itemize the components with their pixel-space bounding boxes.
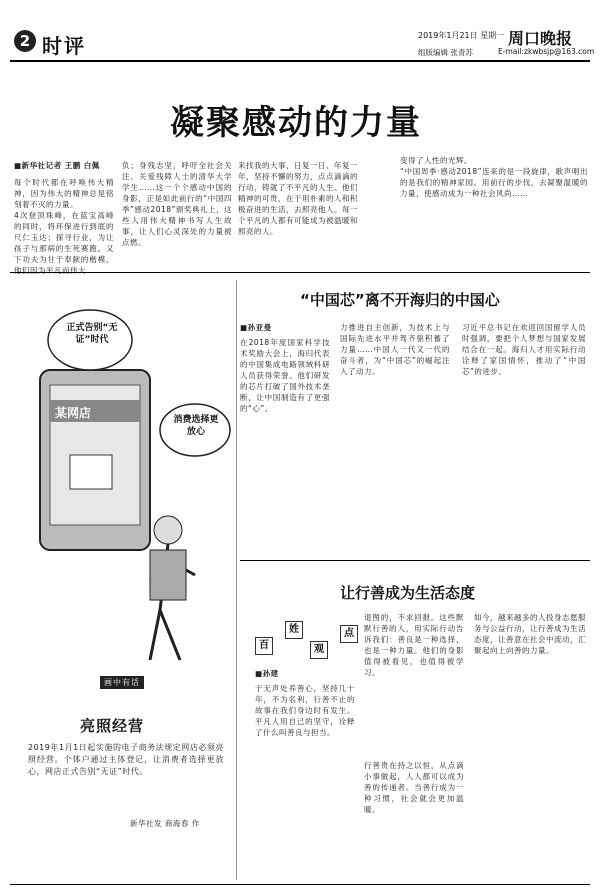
issue-date [418, 30, 504, 41]
article3-column-3: 行善贵在持之以恒，从点滴小事做起，人人都可以成为善的传递者。当善行成为一种习惯，社会就会更加温暖。 [364, 761, 464, 814]
article1-column-2: 负；身残志坚，呼吁全社会关注、关爱残障人士的清华大学学生……这一个个感动中国的身影，正是如此前行的“中国四季”感动2018”颁奖典礼上，这些人用伟大精神书写人生故事，让人们心灵深处的力量被点燃。 [122, 161, 232, 247]
header-rule [10, 60, 590, 62]
badge-char-4: 点 [340, 625, 358, 643]
section-divider [10, 272, 590, 273]
article3-column-2: 退图的，不求回报。这些默默行善的人，用实际行动告诉我们：善良是一种选择，也是一种力量。他们的身影值得被看见，也值得被学习。 [364, 613, 464, 677]
article2-title: “中国芯”离不开海归的中国心 [300, 291, 500, 309]
cartoon-column-label: 画中有话 [100, 676, 144, 689]
page-number-badge [14, 30, 36, 52]
column-divider [236, 280, 237, 880]
article1-byline: ■新华社记者 王鹏 白佩 [14, 161, 100, 170]
article2-column-1: 在2018年度国家科学技术奖励大会上，海归代表的中国集成电路领域科研人员获得荣誉。他们研发的芯片打破了国外技术垄断，让中国制造有了更强的“心”。 [240, 338, 330, 413]
phone-shop-sign: 某网店 [55, 406, 92, 420]
article2-column-3: 习近平总书记在欢迎回国留学人员时强调，要把个人梦想与国家发展结合在一起。海归人才用实际行动诠释了家国情怀，推动了“中国芯”的进步。 [462, 323, 586, 376]
article3-title: 让行善成为生活态度 [340, 584, 476, 602]
cartoon-area [10, 280, 232, 698]
editor-credit: 组版编辑 张青苏 [418, 48, 473, 57]
cartoon-illustration [10, 280, 232, 698]
article3-badge [255, 617, 365, 662]
cartoon-bubble-2: 消费选择更放心 [173, 415, 219, 437]
cartoon-bubble-1: 正式告别“无证”时代 [66, 323, 118, 345]
badge-char-2: 姓 [285, 621, 303, 639]
date-text: 2019年1月21日 [418, 31, 478, 40]
article2-byline: ■孙亚曼 [240, 323, 272, 332]
article3-column-4: 如今，越来越多的人投身志愿服务与公益行动，让行善成为生活态度，让善意在社会中流动，汇聚起向上向善的力量。 [474, 613, 586, 655]
article2-bottom-rule [240, 560, 590, 561]
article3-column-1: 于无声处养善心，坚持几十年，不为名利，行善不止的故事在我们身边时有发生。平凡人用自己的坚守，诠释了什么叫善良与担当。 [255, 684, 355, 737]
email-text: E-mail:zkwbsjp@163.com [498, 47, 595, 56]
cartoon-title: 亮照经营 [80, 717, 145, 735]
article1-title: 凝聚感动的力量 [170, 103, 422, 143]
article3-byline: ■孙建 [255, 669, 279, 678]
page-number: 2 [19, 32, 31, 50]
cartoon-credit: 新华社发 商海春 作 [130, 819, 200, 828]
weekday-text: 星期一 [480, 31, 505, 40]
article1-column-3: 来找我的大事，日复一日、年复一年，坚持不懈的努力，点点滴滴的行动，铸就了不平凡的人生。他们精神的可贵，在于用朴素的人和积极奋进的生活，去照亮他人。每一个平凡的人都有可能成为被温暖和照亮的人。 [238, 161, 358, 236]
article2-column-2: 力推进自主创新，为技术上与国际先进水平并驾齐驱积蓄了力量……中国人一代又一代的奋斗者，为“中国芯”的崛起注入了动力。 [340, 323, 450, 376]
paper-logo: 周口晚报 [508, 29, 573, 48]
badge-char-1: 百 [255, 637, 273, 655]
footer-rule [10, 884, 590, 885]
badge-char-3: 观 [310, 641, 328, 659]
cartoon-caption: 2019年1月1日起实施的电子商务法规定网店必须亮照经营。个体户通过主体登记，让消费者选择更放心，网店正式告别“无证”时代。 [28, 743, 224, 776]
article1-column-4: 变得了人性的光辉。 “中国周季·感动2018”连来的是一段旋律，歌声唱出的是我们的精神家园。用前行的步伐，去凝聚温暖的力量，使感动成为一种社会风尚…… [400, 156, 588, 198]
article1-column-1: 每个时代都在呼唤伟大精神，因为伟大的精神总是铭刻着不灭的力量。 4次登顶珠峰，在蓝宝高峰的同时，将环保进行到底的尺仁玉达；探寻行业，为让孩子与那病的生死赛跑。又下功夫为甘于奉献的楷模，他们因为平凡而伟大…… [14, 178, 114, 275]
section-title: 时评 [42, 34, 86, 58]
